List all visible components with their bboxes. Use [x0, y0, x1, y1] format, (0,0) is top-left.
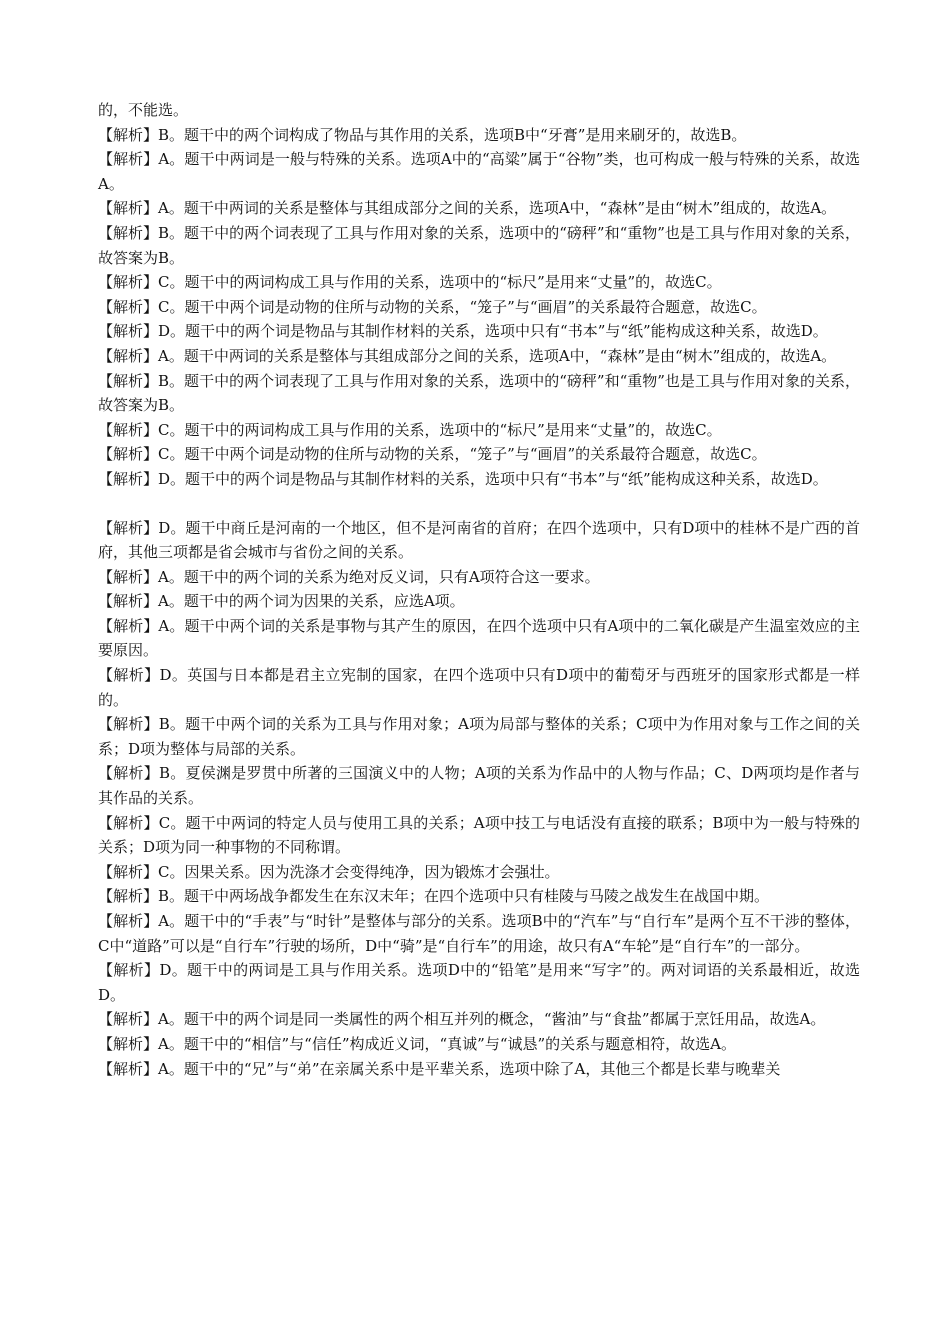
paragraph: 【解析】C。题干中的两词构成工具与作用的关系，选项中的“标尺”是用来“丈量”的，故选C。: [98, 420, 722, 439]
paragraph: 【解析】B。题干中两场战争都发生在东汉末年；在四个选项中只有桂陵与马陵之战发生在战国中期。: [98, 887, 770, 906]
paragraph: 的，不能选。: [98, 101, 189, 119]
paragraph: 【解析】A。题干中两个词的关系是事物与其产生的原因，在四个选项中只有A项中的二氧化碳是产生温室效应的主要原因。: [98, 616, 860, 660]
paragraph: 【解析】C。因果关系。因为洗涤才会变得纯净，因为锻炼才会强壮。: [98, 862, 560, 881]
section-spacer: [98, 492, 860, 516]
paragraph: 【解析】A。题干中的两个词为因果的关系，应选A项。: [98, 592, 465, 611]
paragraph: 【解析】A。题干中的“兄”与“弟”在亲属关系中是平辈关系，选项中除了A，其他三个都是长辈与晚辈关: [98, 1059, 781, 1078]
answer-section-2: [98, 516, 860, 1082]
paragraph: 【解析】A。题干中的两个词的关系为绝对反义词，只有A项符合这一要求。: [98, 567, 600, 586]
paragraph: 【解析】C。题干中两个词是动物的住所与动物的关系，“笼子”与“画眉”的关系最符合题意，故选C。: [98, 297, 767, 316]
paragraph: 【解析】B。夏侯渊是罗贯中所著的三国演义中的人物；A项的关系为作品中的人物与作品；C、D两项均是作者与其作品的关系。: [98, 764, 860, 808]
paragraph: 【解析】A。题干中两词的关系是整体与其组成部分之间的关系，选项A中，“森林”是由“树木”组成的，故选A。: [98, 199, 837, 218]
paragraph: 【解析】C。题干中两词的特定人员与使用工具的关系；A项中技工与电话没有直接的联系；B项中为一般与特殊的关系；D项为同一种事物的不同称谓。: [98, 813, 860, 857]
paragraph: 【解析】D。题干中的两词是工具与作用关系。选项D中的“铅笔”是用来“写字”的。两对词语的关系最相近，故选D。: [98, 961, 860, 1004]
paragraph: 【解析】D。题干中商丘是河南的一个地区，但不是河南省的首府；在四个选项中，只有D项中的桂林不是广西的首府，其他三项都是省会城市与省份之间的关系。: [98, 518, 860, 562]
paragraph: 【解析】D。题干中的两个词是物品与其制作材料的关系，选项中只有“书本”与“纸”能构成这种关系，故选D。: [98, 469, 828, 488]
paragraph: 【解析】D。题干中的两个词是物品与其制作材料的关系，选项中只有“书本”与“纸”能构成这种关系，故选D。: [98, 322, 828, 341]
paragraph: 【解析】C。题干中的两词构成工具与作用的关系，选项中的“标尺”是用来“丈量”的，故选C。: [98, 273, 722, 292]
paragraph: 【解析】A。题干中两词是一般与特殊的关系。选项A中的“高粱”属于“谷物”类，也可构成一般与特殊的关系，故选A。: [98, 150, 860, 193]
paragraph: 【解析】B。题干中的两个词表现了工具与作用对象的关系，选项中的“磅秤”和“重物”也是工具与作用对象的关系，故答案为B。: [98, 371, 860, 415]
paragraph: 【解析】A。题干中的“相信”与“信任”构成近义词，“真诚”与“诚恳”的关系与题意相符，故选A。: [98, 1034, 737, 1053]
paragraph: 【解析】C。题干中两个词是动物的住所与动物的关系，“笼子”与“画眉”的关系最符合题意，故选C。: [98, 445, 767, 464]
document-page: [98, 98, 860, 1081]
paragraph: 【解析】B。题干中的两个词构成了物品与其作用的关系，选项B中“牙膏”是用来刷牙的，故选B。: [98, 125, 747, 144]
paragraph: 【解析】A。题干中的两个词是同一类属性的两个相互并列的概念，“酱油”与“食盐”都属于烹饪用品，故选A。: [98, 1010, 826, 1029]
paragraph: 【解析】D。英国与日本都是君主立宪制的国家，在四个选项中只有D项中的葡萄牙与西班牙的国家形式都是一样的。: [98, 666, 860, 709]
paragraph: 【解析】A。题干中两词的关系是整体与其组成部分之间的关系，选项A中，“森林”是由“树木”组成的，故选A。: [98, 346, 837, 365]
paragraph: 【解析】B。题干中的两个词表现了工具与作用对象的关系，选项中的“磅秤”和“重物”也是工具与作用对象的关系，故答案为B。: [98, 223, 860, 267]
answer-section-1: [98, 98, 860, 492]
paragraph: 【解析】A。题干中的“手表”与“时针”是整体与部分的关系。选项B中的“汽车”与“自行车”是两个互不干涉的整体，C中“道路”可以是“自行车”行驶的场所，D中“骑”是“自行车”的用途，故只有A“车轮”是“自行车”的一部分。: [98, 912, 860, 955]
paragraph: 【解析】B。题干中两个词的关系为工具与作用对象；A项为局部与整体的关系；C项中为作用对象与工作之间的关系；D项为整体与局部的关系。: [98, 715, 860, 758]
